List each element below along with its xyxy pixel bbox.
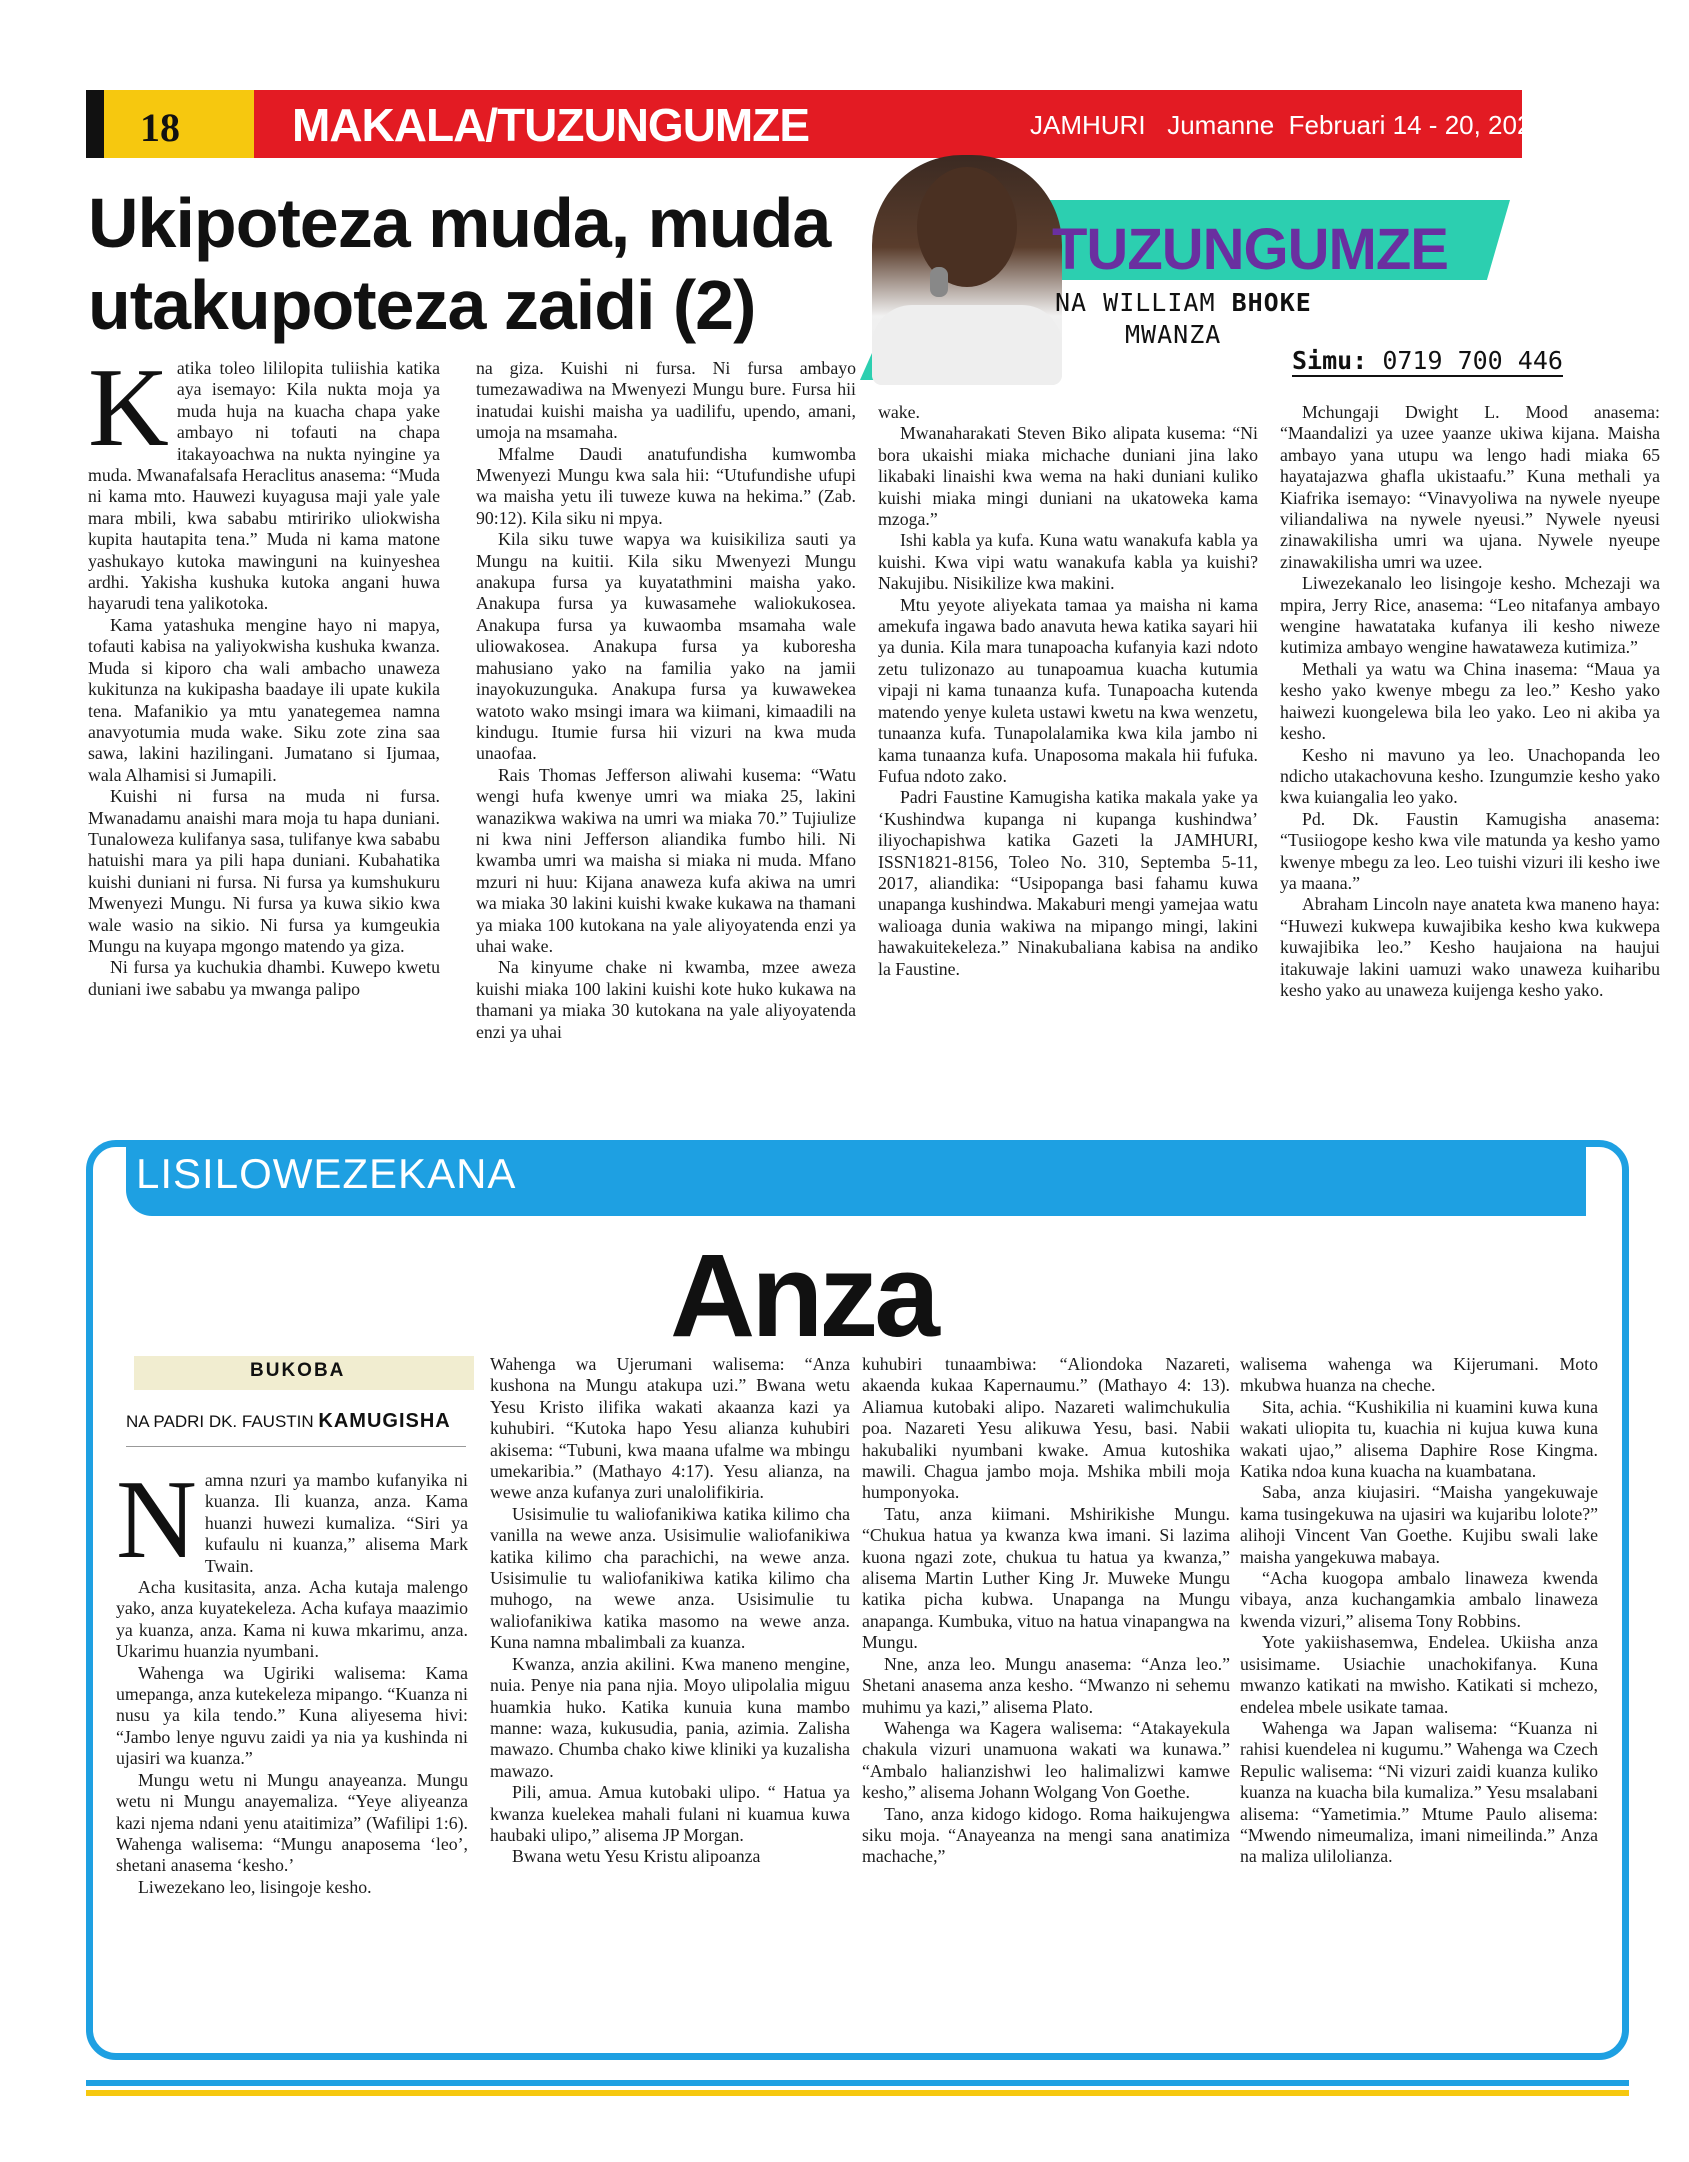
paragraph: Usisimulie tu waliofanikiwa katika kilimo cha vanilla na wewe anza. Usisimulie waliofanikiwa katika kilimo cha parachichi, na wewe anza. Usisimulie tu waliofanikiwa katika kilimo cha muhogo, na wewe anza. Usisimulie tu waliofanikiwa katika masomo na wewe anza. Kuna namna mbalimbali za kuanza.: [490, 1503, 850, 1653]
article2-byline: [126, 1410, 451, 1433]
byline-prefix: NA WILLIAM: [1055, 288, 1216, 317]
paragraph: Mungu wetu ni Mungu anayeanza. Mungu wetu ni Mungu anayemaliza. “Yeye aliyeanza kazi njema ndani yenu ataitimiza” (Wafilipi 1:6). Wahenga walisema: “Mungu anaposema ‘leo’, shetani anasema ‘kesho.’: [116, 1769, 468, 1876]
paragraph: Ishi kabla ya kufa. Kuna watu wanakufa kabla ya kuishi. Kwa vipi watu wanakufa kabla ya kuishi? Nakujibu. Nisikilize kwa makini.: [878, 530, 1258, 594]
paragraph: Nne, anza leo. Mungu anasema: “Anza leo.” Shetani anasema anza kesho. “Mwanzo ni sehemu muhimu ya kazi,” alisema Plato.: [862, 1653, 1230, 1717]
paragraph: walisema wahenga wa Kijerumani. Moto mkubwa huanza na cheche.: [1240, 1354, 1598, 1396]
paragraph: Padri Faustine Kamugisha katika makala yake ya ‘Kushindwa kupanga ni kupanga kushindwa’ iliyochapishwa katika Gazeti la JAMHURI, ISSN1821-8156, Toleo No. 310, Septemba 5-11, 2017, aliandika: “Usipopanga basi fahamu kuwa unapanga kushindwa. Makaburi mengi yamejaa watu walioaga dunia wakiwa na mipango mingi, lakini hawakuitekeleza.” Ninakubaliana kabisa na andiko la Faustine.: [878, 787, 1258, 979]
author-phone: [1292, 346, 1563, 377]
paragraph: Mtu yeyote aliyekata tamaa ya maisha ni kama amekufa ingawa bado anavuta hewa katika sayari hii ya dunia. Kila mara tunapoacha kufanyia kazi ndoto zetu tulizonazo au tunapoamua kuacha kutumia vipaji ni kama tunaanza kufa. Tunapoacha kutenda matendo yenye kuleta ustawi kwetu na kwa wenzetu, tunaanza kufa. Tunapolalamika kwa kila jambo ni kama tunaanza kufa. Unaposoma makala hii fufuka. Fufua ndoto zako.: [878, 594, 1258, 786]
section-title: MAKALA/TUZUNGUMZE: [292, 99, 810, 151]
header-black-bar: [86, 90, 104, 158]
paragraph: Acha kusitasita, anza. Acha kutaja malengo yako, anza kuyatekeleza. Acha kufaya maazimio ya kuanza, anza. Kama ni kuwa mkarimu, anza. Ukarimu huanzia nyumbani.: [116, 1577, 468, 1662]
page-number: 18: [140, 105, 180, 150]
paragraph: wake.: [878, 402, 920, 422]
paragraph: Kwanza, anzia akilini. Kwa maneno mengine, nuia. Penye nia pana njia. Moyo ulipolalia miguu huamkia huko. Katika kunuia kuna mambo manne: waza, kukusudia, pania, azimia. Zalisha mawazo. Chumba chako kiwe kliniki ya kuzalisha mawazo.: [490, 1653, 850, 1781]
paragraph: Saba, anza kiujasiri. “Maisha yangekuwaje kama tusingekuwa na ujasiri wa kujaribu lolote?” alihoji Vincent Van Goethe. Kujibu swali lake maisha yangekuwa mabaya.: [1240, 1482, 1598, 1567]
drop-cap: K: [88, 346, 169, 470]
author-shirt: [872, 305, 1062, 385]
paragraph: Wahenga wa Kagera walisema: “Atakayekula chakula vizuri unamuona wakati wa kunawa.” “Ambalo halianzishwi leo halimalizwi kamwe kesho,” alisema Johann Wolgang Von Goethe.: [862, 1717, 1230, 1803]
paragraph: Wahenga wa Ugiriki walisema: Kama umepanga, anza kutekeleza mipango. “Kuanza ni nusu ya kila tendo.” Kuna aliyesema hivi: “Jambo lenye nguvu zaidi ya nia ya kushinda ni ujasiri wa kuanza.”: [116, 1662, 468, 1769]
paragraph: Yote yakiishasemwa, Endelea. Ukiisha anza usisimame. Usiachie unachokifanya. Kuna mwanzo katikati na mwisho. Katikati si mchezo, endelea mbele usikate tamaa.: [1240, 1632, 1598, 1717]
article1-column-4: [1280, 402, 1660, 1001]
author-byline: [1055, 288, 1312, 317]
paragraph: Liwezekanalo leo lisingoje kesho. Mchezaji wa mpira, Jerry Rice, anasema: “Leo nitafanya ambayo wengine hawatataka kufanya ili kesho niweze kutimiza ambayo wengine hawataweza kutimiza.”: [1280, 573, 1660, 658]
paragraph: Mchungaji Dwight L. Mood anasema: “Maandalizi ya uzee yaanze ukiwa kijana. Maisha ambayo yana utupu wa lengo hadi miaka 65 hayatajazwa ghafla ukistaafu.” Kuna methali ya Kiafrika isemayo: “Vinavyoliwa na nywele nyeupe viliandaliwa na nywele nyeusi.” Nywele nyeusi zinawakilisha umri wa ujana. Nywele nyeupe zinawakilisha umri wa uzee.: [1280, 402, 1660, 572]
footer-blue-rule: [86, 2080, 1629, 2086]
article1-column-1: [88, 346, 440, 1000]
paragraph: Kesho ni mavuno ya leo. Unachopanda leo ndicho utakachovuna kesho. Izungumzie kesho yako kwa kuiangalia leo yako.: [1280, 744, 1660, 808]
paragraph-text: amna nzuri ya mambo kufanyika ni kuanza. Ili kuanza, anza. Kama huanzi huwezi kumaliza. “Siri ya kufaulu ni kuanza,” alisema Mark Twain.: [204, 1470, 468, 1576]
article2-column-2: [490, 1354, 850, 1868]
paragraph: “Acha kuogopa ambalo linaweza kwenda vibaya, anza kuchangamkia ambalo linaweza kwenda vizuri,” alisema Tony Robbins.: [1240, 1568, 1598, 1631]
article2-column-4: [1240, 1354, 1598, 1868]
paragraph: Tatu, anza kiimani. Mshirikishe Mungu. “Chukua hatua ya kwanza kwa imani. Si lazima kuona ngazi zote, chukua tu hatua ya kwanza,” alisema Martin Luther King Jr. Muweke Mungu katika picha kubwa. Unapanga na Mungu anapanga. Kumbuka, vituo na hatua vinapangwa na Mungu.: [862, 1503, 1230, 1653]
article1-column-2: [476, 358, 856, 1043]
paragraph: [116, 1458, 468, 1582]
paragraph: Rais Thomas Jefferson aliwahi kusema: “Watu wengi hufa kwenye umri wa miaka 25, lakini wanazikwa wakiwa na umri wa miaka 70.” Tujiulize ni kwa nini Jefferson aliandika fumbo hili. Ni kwamba umri wa maisha si miaka ni muda. Mfano mzuri ni huu: Kijana anaweza kufa akiwa na umri wa miaka 30 lakini kuishi kwake kukawa na thamani ya miaka 100 kutokana na yale aliyoyatenda enzi ya uhai wake.: [476, 764, 856, 956]
article2-section-label: LISILOWEZEKANA: [136, 1150, 517, 1197]
phone-number: 0719 700 446: [1382, 346, 1563, 375]
byline-divider: [126, 1446, 466, 1447]
paragraph: Pd. Dk. Faustin Kamugisha anasema: “Tusiiogope kesho kwa vile matunda ya kesho yamo kwenye mbegu za leo. Leo tuishi vizuri ili kesho iwe ya maana.”: [1280, 808, 1660, 893]
byline-name: KAMUGISHA: [318, 1410, 451, 1432]
paragraph: Ni fursa ya kuchukia dhambi. Kuwepo kwetu duniani iwe sababu ya mwanga palipo: [88, 957, 440, 999]
author-photo: [872, 155, 1062, 385]
article2-column-3: [862, 1354, 1230, 1868]
paragraph: Methali ya watu wa China inasema: “Maua ya kesho yako kwenye mbegu za leo.” Kesho yako haiwezi kuongelewa bila leo yako. Leo ni akiba ya kesho.: [1280, 658, 1660, 744]
paragraph: Tano, anza kidogo kidogo. Roma haikujengwa siku moja. “Anayeanza na mengi sana anatimiza machache,”: [862, 1803, 1230, 1867]
paragraph: na giza. Kuishi ni fursa. Ni fursa ambayo tumezawadiwa na Mwenyezi Mungu bure. Fursa hii inatudai kuishi maisha ya uadilifu, upendo, amani, umoja na msamaha.: [476, 358, 856, 443]
paragraph-text: atika toleo lililopita tuliishia katika aya isemayo: Kila nukta moja ya muda huja na kuacha chapa yake ambayo ni tofauti na chapa itakayoachwa na nukta nyingine ya muda. Mwanafalsafa Heraclitus anasema: “Muda ni kama mto. Hauwezi kuyagusa maji yale yale mara mbili, kwa sababu mtiririko uliokwisha kupita hautapita tena.” Muda ni kama matone yashukayo kutoka mawinguni na kuinyeshea ardhi. Yakisha kushuka kutoka angani huwa hayarudi tena yalikotoka.: [88, 358, 440, 614]
byline-name: BHOKE: [1231, 288, 1312, 317]
paragraph: Kama yatashuka mengine hayo ni mapya, tofauti kabisa na yaliyokwisha kushuka kwanza. Muda si kiporo cha wali ambacho unaweza kukitunza na kukipasha baadaye ili upate kukila tena. Mafanikio ya mtu yanategemea namna anavyotumia muda wake. Siku zote zina saa sawa, lakini hazilingani. Jumatano si Ijumaa, wala Alhamisi si Jumapili.: [88, 614, 440, 785]
footer-yellow-rule: [86, 2090, 1629, 2096]
article2-title: Anza: [670, 1230, 936, 1362]
paragraph: [88, 346, 440, 615]
article-title: Ukipoteza muda, muda utakupoteza zaidi (2): [88, 184, 831, 344]
paragraph: Na kinyume chake ni kwamba, mzee aweza kuishi miaka 100 lakini kuishi kote huko kukawa na thamani ya miaka 30 kutokana na yale aliyoyatenda enzi ya uhai: [476, 957, 856, 1042]
column-name: TUZUNGUMZE: [1052, 217, 1448, 282]
article2-column-1: [116, 1458, 468, 1898]
publication-date: JAMHURI Jumanne Februari 14 - 20, 2023: [1030, 110, 1546, 140]
drop-cap: N: [116, 1458, 197, 1582]
paragraph: Wahenga wa Ujerumani walisema: “Anza kushona na Mungu atakupa uzi.” Bwana wetu Yesu Kristo ilifika wakati akaanza kazi ya kuhubiri. “Kutoka hapo Yesu alianza kuhubiri akisema: “Tubuni, kwa maana ufalme wa mbingu umekaribia.” (Mathayo 4:17). Yesu alianza, na wewe anza kufanya zuri unalolifikiria.: [490, 1354, 850, 1503]
author-city: MWANZA: [1125, 320, 1222, 349]
paragraph: Bwana wetu Yesu Kristu alipoanza: [512, 1846, 761, 1867]
microphone-icon: [930, 267, 948, 297]
paragraph: Wahenga wa Japan walisema: “Kuanza ni rahisi kuendelea ni kugumu.” Wahenga wa Czech Repulic walisema: “Ni vizuri zaidi kuanza kuliko kuanza na kuacha bila kumaliza.” Yesu msalabani alisema: “Yametimia.” Mtume Paulo alisema: “Mwendo nimeumaliza, imani nimeilinda.” Anza na maliza ulilolianza.: [1240, 1717, 1598, 1867]
paragraph: Liwezekano leo, lisingoje kesho.: [138, 1876, 372, 1897]
paragraph: Mfalme Daudi anatufundisha kumwomba Mwenyezi Mungu kwa sala hii: “Utufundishe ufupi wa maisha yetu ili tuweze kuwa na hekima.” (Zab. 90:12). Kila siku ni mpya.: [476, 443, 856, 528]
byline-prefix: NA PADRI DK. FAUSTIN: [126, 1412, 314, 1431]
paragraph: Sita, achia. “Kushikilia ni kuamini kuwa kuna wakati uliopita tu, kuachia ni kujua kuwa kuna wakati ujao,” alisema Daphire Rose Kingma. Katika ndoa kuna kuacha na kuambatana.: [1240, 1396, 1598, 1482]
paragraph: Mwanaharakati Steven Biko alipata kusema: “Ni bora ukaishi miaka michache duniani jina lako likabaki linaishi kwa wema na haki duniani kuliko kuishi miaka mingi duniani na ukatoweka kama mzoga.”: [878, 423, 1258, 530]
article1-column-3: [878, 402, 1258, 980]
location-label: BUKOBA: [250, 1360, 346, 1381]
paragraph: Pili, amua. Amua kutobaki ulipo. “ Hatua ya kwanza kuelekea mahali fulani ni kuamua kuwa haubaki ulipo,” alisema JP Morgan.: [490, 1782, 850, 1845]
paragraph: Abraham Lincoln naye anateta kwa maneno haya: “Huwezi kukwepa kuwajibika kesho kwa kukwepa kuwajibika leo.” Kesho haujaiona na haujui itakuwaje lakini uamuzi wako unaweza kuiharibu kesho yako au unaweza kuijenga kesho yako.: [1280, 894, 1660, 1000]
paragraph: Kila siku tuwe wapya wa kuisikiliza sauti ya Mungu na kuitii. Kila siku Mwenyezi Mungu anakupa fursa ya kuyatathmini maisha yako. Anakupa fursa ya kuwasamehe waliokukosea. Anakupa fursa ya kuwaomba msamaha wale uliowakosea. Anakupa fursa ya kuboresha mahusiano yako na familia yako na jamii inayokuzunguka. Anakupa fursa ya kuwawekea watoto wako msingi imara wa kiimani, kimaadili na kindugu. Itumie fursa hii vizuri na kwa muda unaofaa.: [476, 529, 856, 764]
paragraph: kuhubiri tunaambiwa: “Aliondoka Nazareti, akaenda kukaa Kapernaumu.” (Mathayo 4: 13). Aliamua kutobaki alipo. Nazareti walimchukulia poa. Nazareti Yesu alikuwa Yesu, basi. Nabii hakubaliki nyumbani kwake. Amua kutoshika mawili. Chagua jambo moja. Mshika mbili moja humponyoka.: [862, 1354, 1230, 1503]
paragraph: Kuishi ni fursa na muda ni fursa. Mwanadamu anaishi mara moja tu hapa duniani. Tunaloweza kulifanya sasa, tulifanye kwa sababu hatuishi mara ya pili hapa duniani. Kubahatika kuishi duniani ni fursa. Ni fursa ya kumshukuru Mwenyezi Mungu. Ni fursa ya kuwa sikio kwa wale wasio na sikio. Ni fursa ya kumgeukia Mungu na kuyapa mgongo matendo ya giza.: [88, 786, 440, 956]
phone-label: Simu:: [1292, 346, 1368, 375]
